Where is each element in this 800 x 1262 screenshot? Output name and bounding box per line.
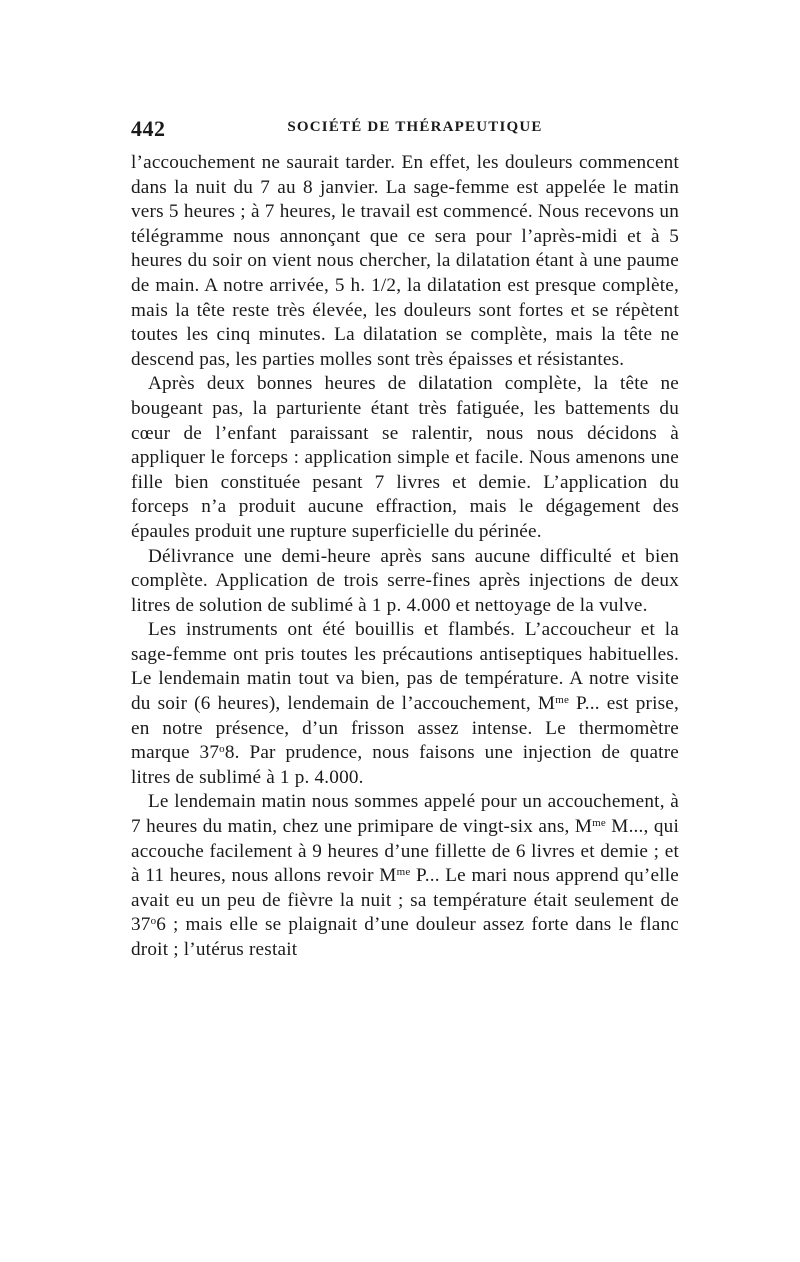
- madame-superscript: me: [396, 866, 411, 879]
- paragraph-4: [131, 618, 679, 790]
- paragraph-5-text-b: M..., qui accouche facilement à 9 heures d’une fillette de 6 livres et demie ; et à 11 heures, nous allons revoir M: [131, 816, 679, 887]
- body-text: [131, 151, 679, 963]
- running-title: SOCIÉTÉ DE THÉRAPEUTIQUE: [287, 119, 543, 135]
- running-head: [131, 116, 679, 142]
- degree-superscript: o: [219, 743, 225, 756]
- paragraph-5-text-d: 6 ; mais elle se plaignait d’une douleur assez forte dans le flanc droit ; l’utérus restait: [131, 914, 679, 960]
- degree-superscript: o: [150, 915, 157, 928]
- paragraph-5-text-c: P... Le mari nous apprend qu’elle avait eu un peu de fièvre la nuit ; sa température était seulement de 37: [131, 865, 679, 936]
- paragraph-3: Délivrance une demi-heure après sans aucune difficulté et bien complète. Application de trois serre-fines après injections de deux litres de solution de sublimé à 1 p. 4.000 et nettoyage de la vulve.: [131, 545, 679, 616]
- paragraph-5: [131, 790, 679, 962]
- paragraph-5-text-a: Le lendemain matin nous sommes appelé pour un accouchement, à 7 heures du matin, chez une primipare de vingt-six ans, M: [131, 791, 679, 838]
- madame-superscript: me: [555, 694, 570, 707]
- paragraph-1: l’accouchement ne saurait tarder. En effet, les douleurs commencent dans la nuit du 7 au 8 janvier. La sage-femme est appelée le matin vers 5 heures ; à 7 heures, le travail est commencé. Nous recevons un télégramme nous annonçant que ce sera pour l’après-midi et à 5 heures du soir on vient nous chercher, la dilatation étant à une paume de main. A notre arrivée, 5 h. 1/2, la dilatation est presque complète, mais la tête reste très élevée, les douleurs sont fortes et se répètent toutes les cinq minutes. La dilatation se complète, mais la tête ne descend pas, les parties molles sont très épaisses et résistantes.: [131, 152, 679, 370]
- paragraph-4-text-a: Les instruments ont été bouillis et flambés. L’accoucheur et la sage-femme ont pris toutes les précautions antiseptiques habituelles. Le lendemain matin tout va bien, pas de température. A notre visite du soir (6 heures), lendemain de l’accouchement, M: [131, 619, 679, 715]
- madame-superscript: me: [592, 817, 606, 830]
- paragraph-2: Après deux bonnes heures de dilatation complète, la tête ne bougeant pas, la parturiente étant très fatiguée, les battements du cœur de l’enfant paraissant se ralentir, nous nous décidons à appliquer le forceps : application simple et facile. Nous amenons une fille bien constituée pesant 7 livres et demie. L’application du forceps n’a produit aucune effraction, mais le dégagement des épaules produit une rupture superficielle du périnée.: [131, 373, 679, 542]
- paragraph-4-text-b: P... est prise, en notre présence, d’un frisson assez intense. Le thermomètre marque 37: [131, 693, 679, 764]
- paragraph-4-text-c: 8. Par prudence, nous faisons une injection de quatre litres de sublimé à 1 p. 4.000.: [131, 742, 679, 788]
- page-number: 442: [131, 116, 166, 141]
